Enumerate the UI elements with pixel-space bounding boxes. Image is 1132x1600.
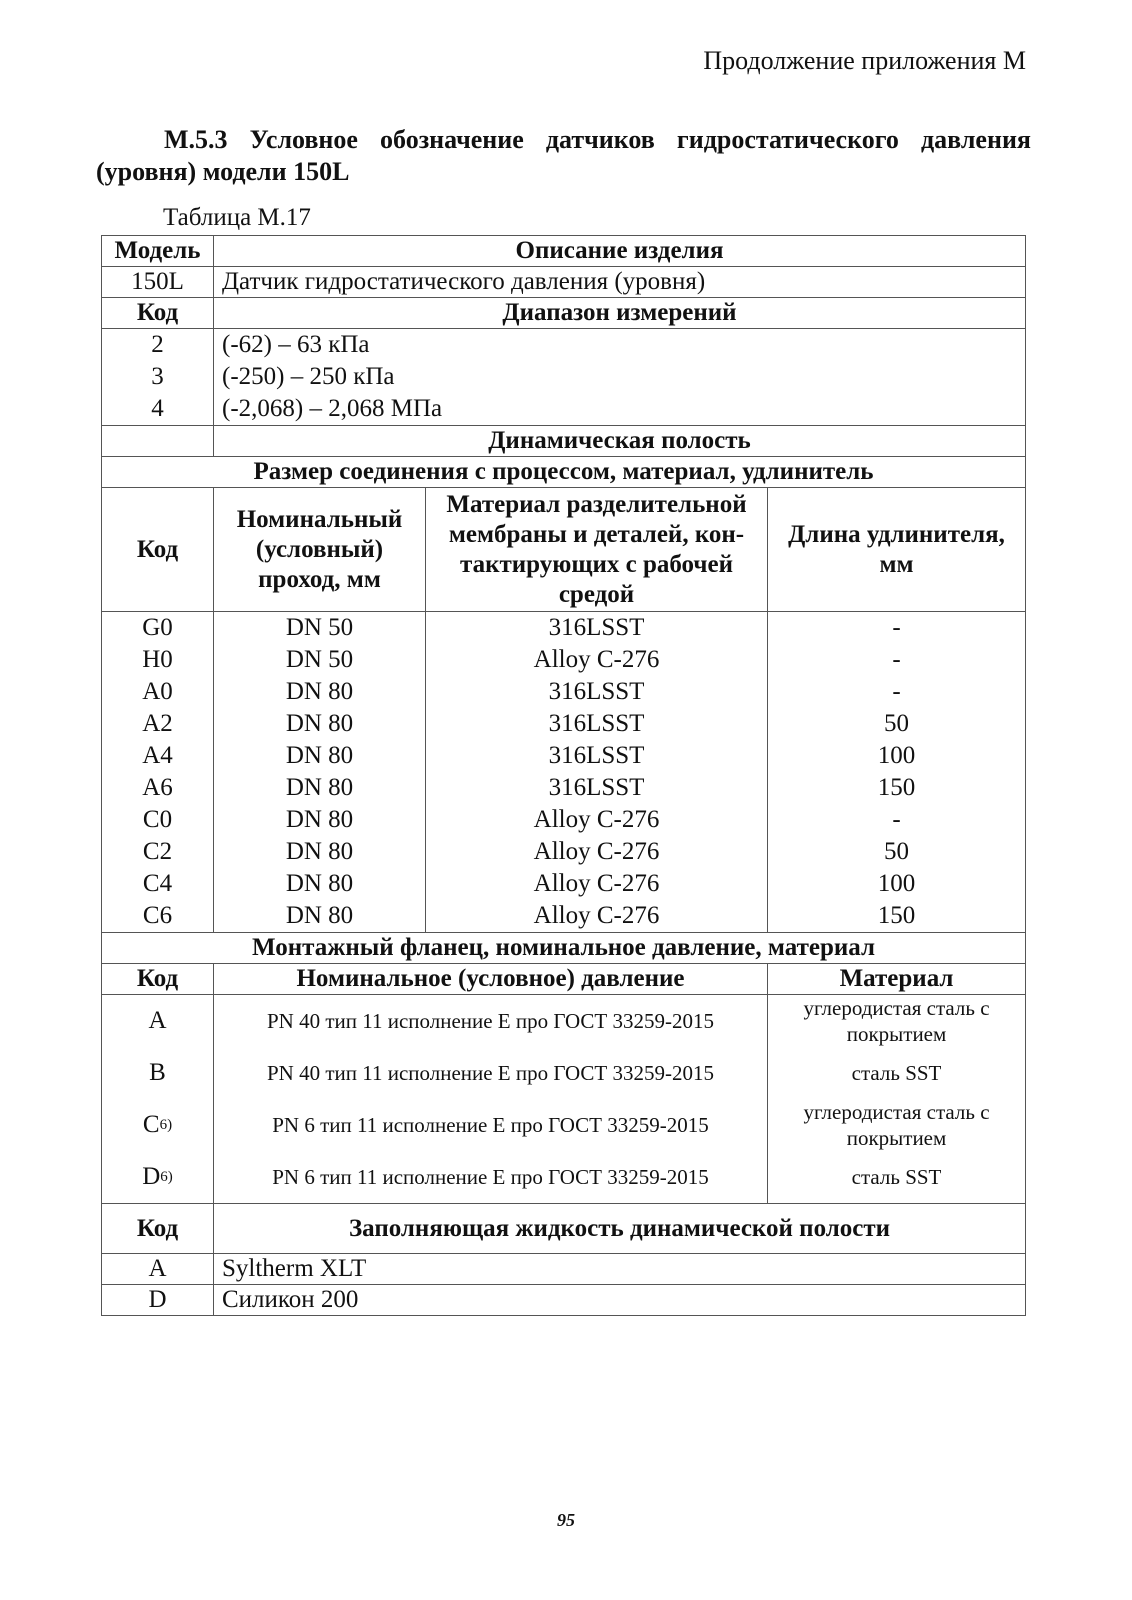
- fill-code-header: Код: [102, 1204, 214, 1254]
- table-caption: Таблица М.17: [163, 204, 311, 231]
- connection-code: A2: [142, 710, 173, 737]
- flange-pressure: PN 6 тип 11 исполнение Е про ГОСТ 33259-2015: [272, 1113, 709, 1137]
- connection-material: 316LSST: [548, 614, 645, 641]
- flange-material: углеродистая сталь с покрытием: [803, 996, 990, 1046]
- connection-material: 316LSST: [548, 774, 645, 801]
- flange-code: B: [149, 1059, 166, 1086]
- model-code: 150L: [102, 267, 214, 298]
- connection-material: Alloy C-276: [533, 870, 660, 897]
- connection-dn: DN 80: [285, 838, 354, 865]
- connection-code: C6: [142, 902, 173, 929]
- flange-code-cell: [102, 1099, 213, 1151]
- connection-length: 150: [877, 774, 916, 801]
- section-heading-line2: (уровня) модели 150L: [96, 157, 350, 186]
- model-description: Датчик гидростатического давления (уровня): [214, 267, 1026, 298]
- section-heading-line1: М.5.3 Условное обозначение датчиков гидростатического давления: [164, 125, 1031, 154]
- connection-length: -: [892, 614, 901, 641]
- connection-length: 100: [877, 870, 916, 897]
- connection-dn: DN 80: [285, 742, 354, 769]
- connection-dn: DN 50: [285, 646, 354, 673]
- connection-code-header: Код: [102, 488, 214, 612]
- fill-value: Syltherm XLT: [214, 1254, 1026, 1285]
- flange-header: Монтажный фланец, номинальное давление, материал: [102, 933, 1026, 964]
- nominal-passage-header: Номинальный (условный) проход, мм: [214, 488, 426, 612]
- range-header: Диапазон измерений: [214, 298, 1026, 329]
- flange-material-header: Материал: [768, 964, 1026, 995]
- range-values: [214, 329, 1026, 426]
- flange-pressure-header: Номинальное (условное) давление: [214, 964, 768, 995]
- range-code-header: Код: [102, 298, 214, 329]
- connection-length: -: [892, 646, 901, 673]
- membrane-material-header: Материал разделительной мембраны и деталей, кон-тактирующих с рабочей средой: [426, 488, 768, 612]
- flange-code-cell: [102, 995, 213, 1047]
- extension-length-header: Длина удлинителя, мм: [768, 488, 1026, 612]
- connection-material: 316LSST: [548, 710, 645, 737]
- range-codes: [102, 329, 214, 426]
- connection-code: C4: [142, 870, 173, 897]
- section-heading: [96, 124, 1031, 188]
- connection-length: 50: [884, 838, 909, 865]
- flange-footnote: 6): [159, 1117, 173, 1133]
- flange-code: D: [142, 1163, 161, 1190]
- connection-length: -: [892, 678, 901, 705]
- flange-material: сталь SST: [851, 1165, 942, 1189]
- continuation-header: Продолжение приложения М: [703, 46, 1026, 75]
- connection-codes: [102, 612, 214, 933]
- flange-pressure: PN 40 тип 11 исполнение Е про ГОСТ 33259-2015: [266, 1061, 714, 1085]
- page-number: 95: [557, 1510, 575, 1530]
- connection-dn: DN 80: [285, 710, 354, 737]
- flange-code: C: [142, 1111, 160, 1138]
- flange-code-cell: [102, 1151, 213, 1203]
- connection-length: -: [892, 806, 901, 833]
- model-code-table: [101, 235, 1026, 1316]
- connection-material: Alloy C-276: [533, 838, 660, 865]
- range-value: (-62) – 63 кПа: [222, 331, 370, 358]
- connection-dn: DN 80: [285, 870, 354, 897]
- flange-codes: [102, 995, 214, 1204]
- connection-material: 316LSST: [548, 742, 645, 769]
- connection-code: A4: [142, 742, 173, 769]
- flange-pressure: PN 40 тип 11 исполнение Е про ГОСТ 33259-2015: [266, 1009, 714, 1033]
- flange-footnote: 6): [160, 1169, 173, 1185]
- description-header: Описание изделия: [214, 236, 1026, 267]
- connection-code: C2: [142, 838, 173, 865]
- flange-material: углеродистая сталь с покрытием: [803, 1100, 990, 1150]
- connection-material: Alloy C-276: [533, 902, 660, 929]
- fill-header: Заполняющая жидкость динамической полости: [214, 1204, 1026, 1254]
- range-code: 3: [151, 363, 164, 390]
- connection-header: Размер соединения с процессом, материал, удлинитель: [102, 457, 1026, 488]
- connection-material: Alloy C-276: [533, 806, 660, 833]
- flange-material: сталь SST: [851, 1061, 942, 1085]
- flange-code-header: Код: [102, 964, 214, 995]
- empty-cell: [102, 426, 214, 457]
- connection-length: 150: [877, 902, 916, 929]
- range-code: 2: [151, 331, 164, 358]
- dynamic-cavity-header: Динамическая полость: [214, 426, 1026, 457]
- range-value: (-2,068) – 2,068 МПа: [222, 395, 443, 422]
- connection-length: 100: [877, 742, 916, 769]
- connection-length: 50: [884, 710, 909, 737]
- flange-code: A: [148, 1007, 167, 1034]
- connection-code: C0: [142, 806, 173, 833]
- connection-code: A6: [142, 774, 173, 801]
- connection-lengths: [768, 612, 1026, 933]
- flange-code-cell: [102, 1047, 213, 1099]
- connection-dn: DN 80: [285, 678, 354, 705]
- fill-value: Силикон 200: [214, 1285, 1026, 1316]
- connection-dn: DN 80: [285, 902, 354, 929]
- connection-dn: DN 80: [285, 774, 354, 801]
- connection-dns: [214, 612, 426, 933]
- fill-code: A: [102, 1254, 214, 1285]
- flange-pressure: PN 6 тип 11 исполнение Е про ГОСТ 33259-2015: [272, 1165, 709, 1189]
- connection-code: G0: [142, 614, 173, 641]
- range-code: 4: [151, 395, 164, 422]
- fill-code: D: [102, 1285, 214, 1316]
- connection-code: H0: [142, 646, 173, 673]
- connection-dn: DN 50: [285, 614, 354, 641]
- connection-material: Alloy C-276: [533, 646, 660, 673]
- connection-material: 316LSST: [548, 678, 645, 705]
- connection-code: A0: [142, 678, 173, 705]
- range-value: (-250) – 250 кПа: [222, 363, 395, 390]
- connection-materials: [426, 612, 768, 933]
- model-header: Модель: [102, 236, 214, 267]
- connection-dn: DN 80: [285, 806, 354, 833]
- flange-pressures: [214, 995, 768, 1204]
- flange-materials: [768, 995, 1026, 1204]
